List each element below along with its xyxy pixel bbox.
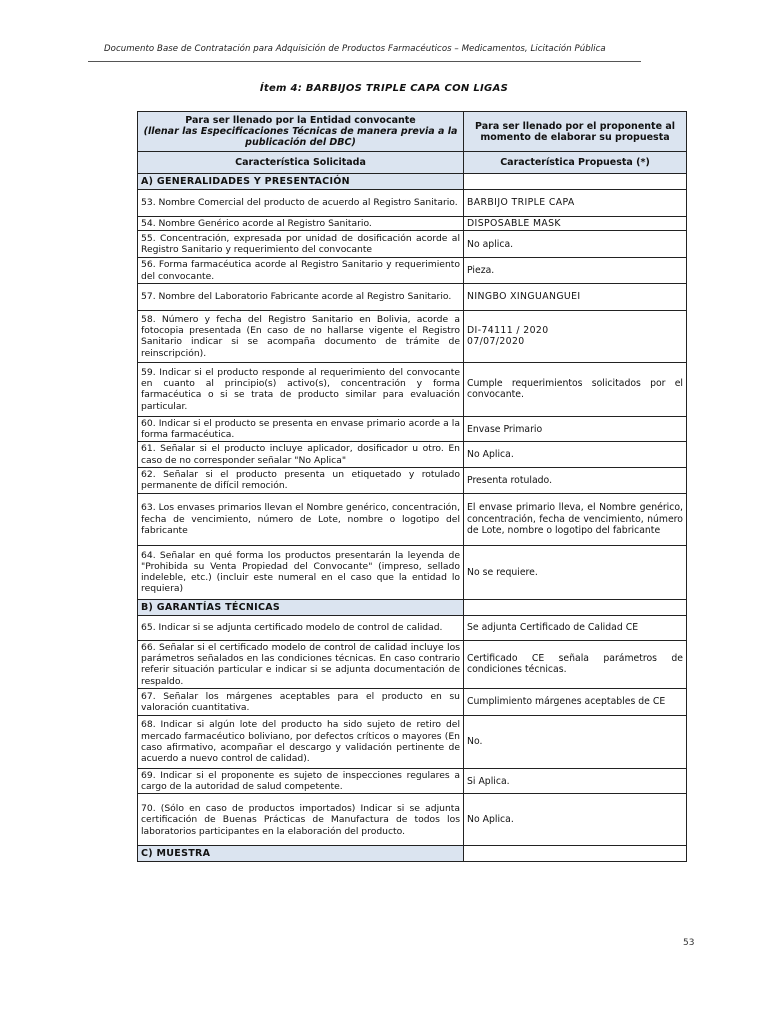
required-characteristic: 64. Señalar en qué forma los productos presentarán la leyenda de "Prohibida su Venta Propiedad del Convocante" (impreso, sellado indeleble, etc.) (incluir este numeral en el caso que la entidad lo requiera) [138, 545, 464, 599]
required-characteristic: 65. Indicar si se adjunta certificado modelo de control de calidad. [138, 615, 464, 640]
proposed-characteristic [464, 468, 687, 494]
table-row [138, 640, 687, 688]
required-characteristic: 70. (Sólo en caso de productos importados) Indicar si se adjunta certificación de Buenas Prácticas de Manufactura de todos los laboratorios participantes en la elaboración del producto. [138, 794, 464, 846]
required-characteristic: 57. Nombre del Laboratorio Fabricante acorde al Registro Sanitario. [138, 283, 464, 310]
required-characteristic: 58. Número y fecha del Registro Sanitario en Bolivia, acorde a fotocopia presentada (En caso de no hallarse vigente el Registro Sanitario indicar si se acompaña documento de trámite de reinscripción). [138, 310, 464, 362]
proposed-value: Pieza. [467, 264, 495, 276]
table-row [138, 310, 687, 362]
table-row [138, 768, 687, 794]
proposed-characteristic [464, 688, 687, 715]
proposed-value: DI-74111 / 2020 [467, 325, 549, 337]
section-row [138, 846, 687, 862]
proposed-value: Cumple requerimientos solicitados por el convocante. [467, 378, 683, 401]
table-row [138, 258, 687, 284]
proposed-value: Envase Primario [467, 423, 543, 435]
proposed-value: BARBIJO TRIPLE CAPA [467, 197, 575, 209]
table-row [138, 493, 687, 545]
table-row [138, 468, 687, 494]
column-header-proposed: Característica Propuesta (*) [464, 152, 687, 174]
proponent-header: Para ser llenado por el proponente al momento de elaborar su propuesta [464, 112, 687, 152]
required-characteristic: 62. Señalar si el producto presenta un etiquetado y rotulado permanente de difícil remoción. [138, 468, 464, 494]
table-row [138, 794, 687, 846]
proposed-value: No Aplica. [467, 814, 514, 826]
proposed-characteristic [464, 715, 687, 768]
section-row [138, 599, 687, 615]
entity-header-line1: Para ser llenado por la Entidad convocante [185, 115, 416, 126]
section-title: C) MUESTRA [138, 846, 464, 862]
proposed-value: Si Aplica. [467, 775, 510, 787]
section-title: B) GARANTÍAS TÉCNICAS [138, 599, 464, 615]
table-row [138, 545, 687, 599]
section-row [138, 174, 687, 190]
proposed-characteristic [464, 416, 687, 442]
proposed-characteristic [464, 190, 687, 217]
required-characteristic: 59. Indicar si el producto responde al requerimiento del convocante en cuanto al principio(s) activo(s), concentración y forma farmacéutica o si se trata de producto similar para evaluación particular. [138, 362, 464, 416]
header-divider [88, 61, 641, 62]
section-title: A) GENERALIDADES Y PRESENTACIÓN [138, 174, 464, 190]
section-empty-cell [464, 599, 687, 615]
proposed-value: Se adjunta Certificado de Calidad CE [467, 622, 639, 634]
table-row [138, 442, 687, 468]
required-characteristic: 55. Concentración, expresada por unidad de dosificación acorde al Registro Sanitario y requerimiento del convocante [138, 231, 464, 258]
proposed-characteristic [464, 310, 687, 362]
proposed-value: Certificado CE señala parámetros de condiciones técnicas. [467, 652, 683, 676]
required-characteristic: 60. Indicar si el producto se presenta en envase primario acorde a la forma farmacéutica. [138, 416, 464, 442]
table-row [138, 362, 687, 416]
proposed-value-secondary: 07/07/2020 [467, 336, 525, 348]
required-characteristic: 68. Indicar si algún lote del producto ha sido sujeto de retiro del mercado farmacéutico boliviano, por defectos críticos o mayores (En caso afirmativo, acompañar el descargo y validación pertinente de acuerdo a nuevo control de calidad). [138, 715, 464, 768]
table-row [138, 190, 687, 217]
proposed-characteristic [464, 231, 687, 258]
section-empty-cell [464, 174, 687, 190]
table-row [138, 283, 687, 310]
proposed-value: No se requiere. [467, 566, 538, 578]
proposed-characteristic [464, 362, 687, 416]
table-row [138, 416, 687, 442]
required-characteristic: 69. Indicar si el proponente es sujeto de inspecciones regulares a cargo de la autoridad de salud competente. [138, 768, 464, 794]
required-characteristic: 56. Forma farmacéutica acorde al Registro Sanitario y requerimiento del convocante. [138, 258, 464, 284]
required-characteristic: 67. Señalar los márgenes aceptables para el producto en su valoración cuantitativa. [138, 688, 464, 715]
required-characteristic: 54. Nombre Genérico acorde al Registro Sanitario. [138, 217, 464, 231]
table-row [138, 715, 687, 768]
proposed-characteristic [464, 794, 687, 846]
entity-header-line2: (llenar las Especificaciones Técnicas de manera previa a la publicación del DBC) [143, 126, 458, 148]
specifications-table [137, 111, 687, 862]
proposed-value: No aplica. [467, 238, 514, 250]
table-row [138, 231, 687, 258]
table-row [138, 688, 687, 715]
entity-header [138, 112, 464, 152]
proposed-characteristic [464, 545, 687, 599]
proposed-characteristic [464, 442, 687, 468]
required-characteristic: 61. Señalar si el producto incluye aplicador, dosificador u otro. En caso de no corresponder señalar "No Aplica" [138, 442, 464, 468]
proposed-value: DISPOSABLE MASK [467, 218, 561, 229]
section-empty-cell [464, 846, 687, 862]
table-row [138, 615, 687, 640]
proposed-value: NINGBO XINGUANGUEI [467, 291, 581, 303]
page-number: 53 [683, 938, 695, 948]
proposed-characteristic [464, 283, 687, 310]
proposed-value: No Aplica. [467, 449, 514, 461]
proposed-value: Cumplimiento márgenes aceptables de CE [467, 696, 666, 708]
required-characteristic: 63. Los envases primarios llevan el Nombre genérico, concentración, fecha de vencimiento, número de Lote, nombre o logotipo del fabricante [138, 493, 464, 545]
proposed-value: No. [467, 736, 483, 748]
proposed-characteristic [464, 640, 687, 688]
table-row [138, 217, 687, 231]
proposed-characteristic [464, 217, 687, 231]
required-characteristic: 66. Señalar si el certificado modelo de control de calidad incluye los parámetros señalados en las condiciones técnicas. En caso contrario referir situación particular e indicar si se adjunta documentación de respaldo. [138, 640, 464, 688]
column-header-required: Característica Solicitada [138, 152, 464, 174]
required-characteristic: 53. Nombre Comercial del producto de acuerdo al Registro Sanitario. [138, 190, 464, 217]
proposed-characteristic [464, 258, 687, 284]
proposed-characteristic [464, 768, 687, 794]
proposed-value: Presenta rotulado. [467, 474, 553, 486]
document-header: Documento Base de Contratación para Adquisición de Productos Farmacéuticos – Medicamentos, Licitación Pública [104, 44, 606, 54]
proposed-characteristic [464, 493, 687, 545]
proposed-characteristic [464, 615, 687, 640]
item-title: Ítem 4: BARBIJOS TRIPLE CAPA CON LIGAS [259, 83, 509, 94]
proposed-value: El envase primario lleva, el Nombre genérico, concentración, fecha de vencimiento, número de Lote, nombre o logotipo del fabricante [467, 502, 683, 536]
